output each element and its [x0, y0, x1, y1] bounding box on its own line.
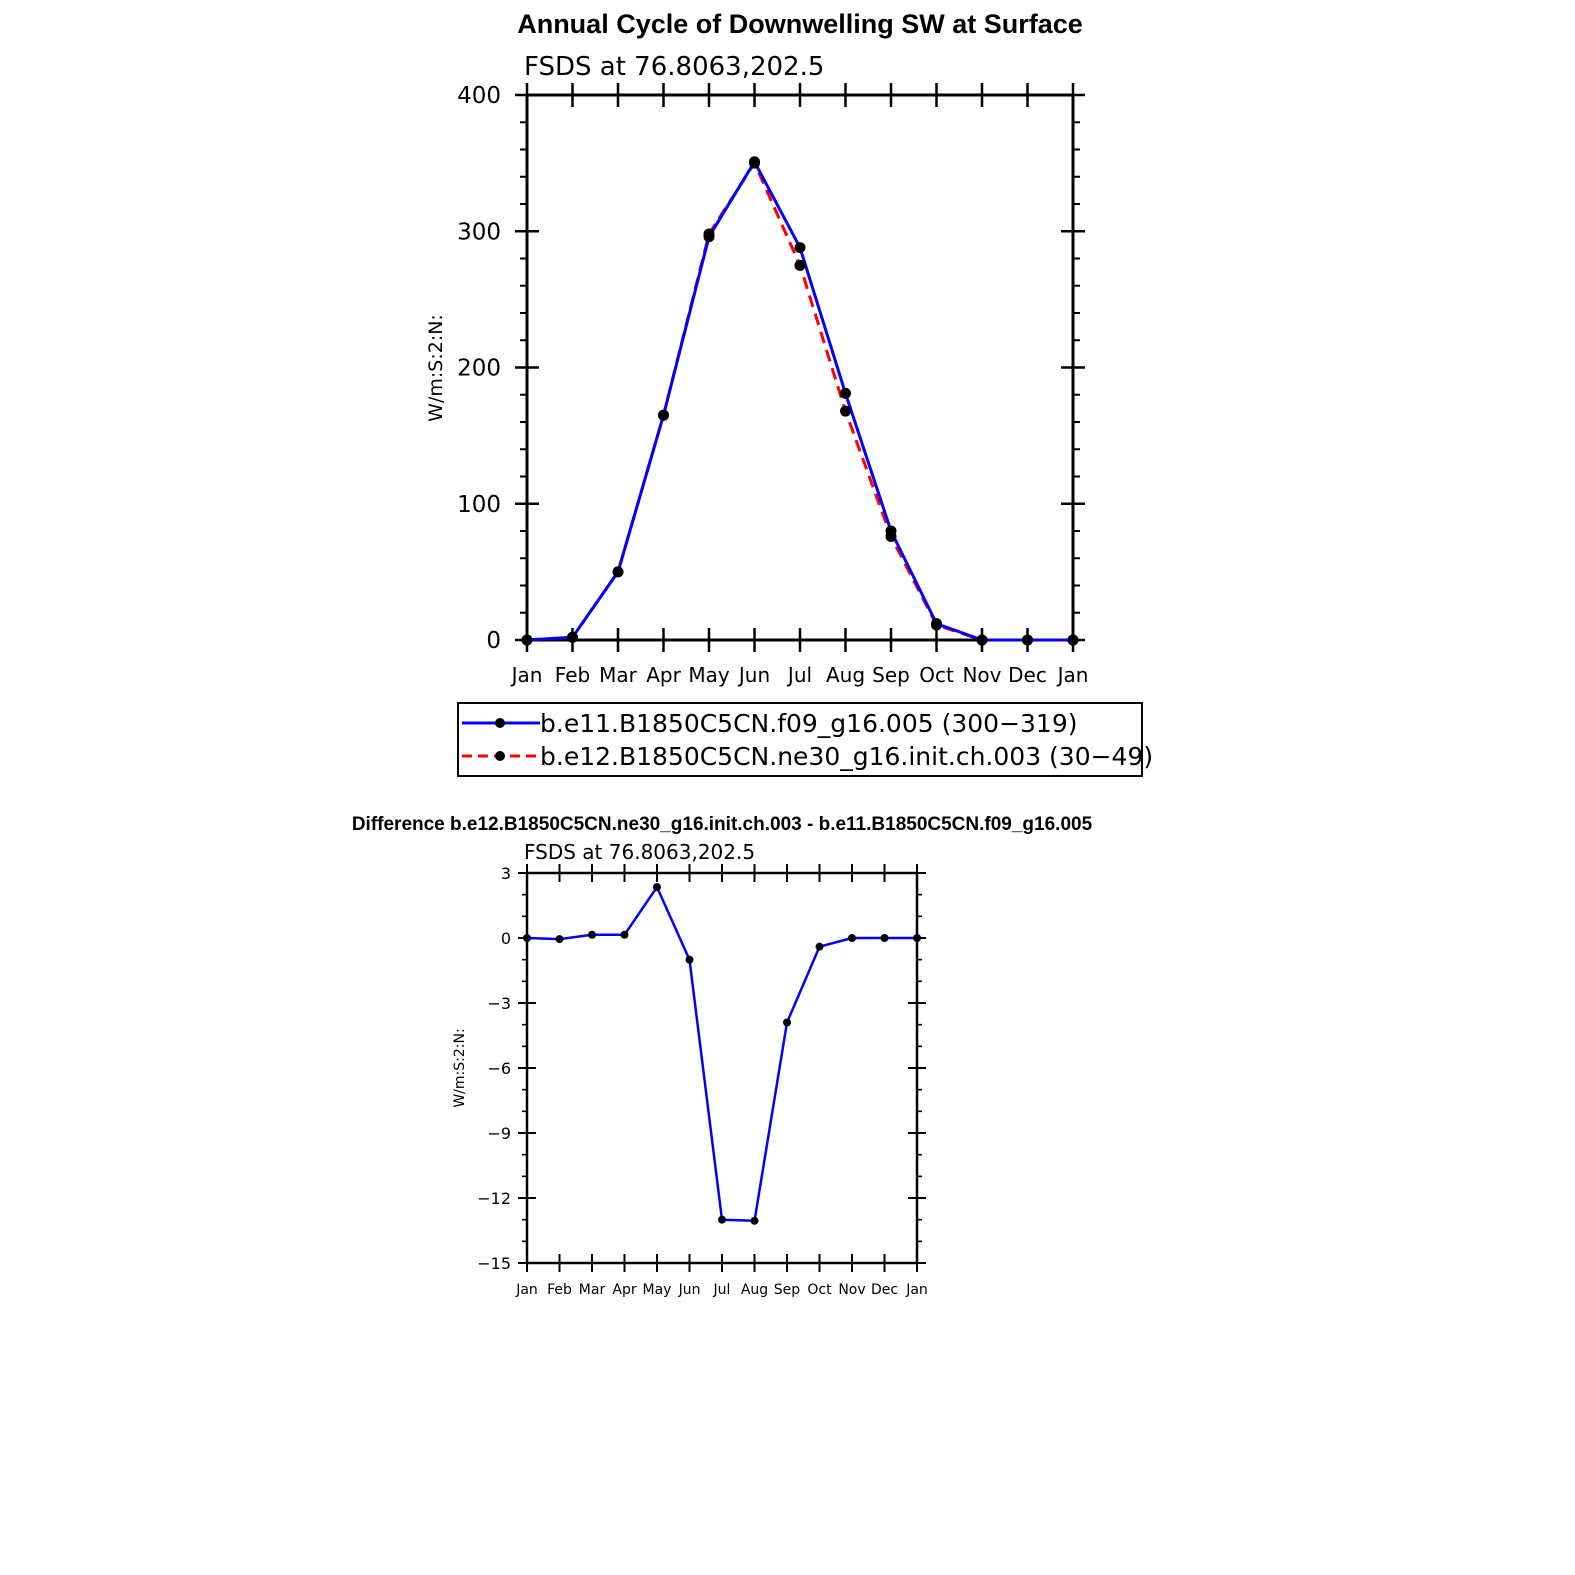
series-1-point [621, 931, 629, 939]
series-2-point [522, 635, 533, 646]
x-tick-label: Feb [547, 1282, 572, 1298]
series-1-point [913, 934, 921, 942]
series-1-point [783, 1019, 791, 1027]
x-tick-label: Nov [962, 663, 1002, 687]
y-tick-label: 200 [457, 355, 501, 382]
x-tick-label: Jan [906, 1282, 928, 1298]
series-2-point [613, 566, 624, 577]
series-line-1 [527, 162, 1073, 640]
series-1-point [840, 388, 851, 399]
x-tick-label: Dec [1008, 663, 1047, 687]
series-1-point [718, 1216, 726, 1224]
legend-label-series-2: b.e12.B1850C5CN.ne30_g16.init.ch.003 (30−49) [540, 742, 1154, 771]
series-2-point [931, 620, 942, 631]
x-tick-label: Jul [713, 1282, 731, 1298]
plot-frame [527, 873, 917, 1263]
difference-chart-subtitle: FSDS at 76.8063,202.5 [524, 840, 756, 864]
series-1-point [848, 934, 856, 942]
x-tick-label: Jun [678, 1282, 701, 1298]
legend-marker-series-1 [495, 718, 505, 728]
x-tick-label: Feb [554, 663, 591, 687]
x-tick-label: Jan [511, 663, 543, 687]
series-2-point [704, 228, 715, 239]
y-tick-label: 0 [486, 628, 501, 654]
annual-cycle-plot [457, 83, 1088, 687]
legend [458, 703, 1153, 776]
x-tick-label: Mar [599, 663, 637, 687]
series-line-1 [527, 887, 917, 1221]
x-tick-label: Oct [919, 663, 954, 687]
series-1-point [653, 883, 661, 891]
legend-label-series-1: b.e11.B1850C5CN.f09_g16.005 (300−319) [540, 709, 1078, 738]
x-tick-label: May [688, 663, 730, 687]
series-1-point [523, 934, 531, 942]
x-tick-label: Jun [738, 663, 771, 687]
series-1-point [556, 935, 564, 943]
series-2-point [749, 158, 760, 169]
x-tick-label: Jan [516, 1282, 538, 1298]
series-1-point [751, 1217, 759, 1225]
x-tick-label: Mar [578, 1282, 606, 1298]
x-tick-label: May [642, 1282, 672, 1298]
series-1-point [881, 934, 889, 942]
series-2-point [795, 260, 806, 271]
y-tick-label: −9 [487, 1124, 511, 1143]
series-2-point [1068, 635, 1079, 646]
series-1-point [795, 242, 806, 253]
y-tick-label: 100 [457, 491, 501, 518]
chart-subtitle: FSDS at 76.8063,202.5 [524, 52, 825, 82]
series-2-point [567, 632, 578, 643]
x-tick-label: Apr [612, 1282, 637, 1298]
series-2-point [886, 531, 897, 542]
y-tick-label: 0 [500, 929, 511, 948]
series-2-point [977, 635, 988, 646]
difference-y-axis-label: W/m:S:2:N: [452, 1028, 468, 1108]
series-line-2 [527, 163, 1073, 640]
y-axis-label: W/m:S:2:N: [425, 314, 447, 422]
x-tick-label: Dec [870, 1282, 899, 1298]
x-tick-label: Sep [872, 663, 910, 687]
x-tick-label: Aug [825, 663, 866, 687]
chart-title: Annual Cycle of Downwelling SW at Surface [517, 9, 1083, 39]
legend-marker-series-2 [495, 751, 505, 761]
x-tick-label: Aug [740, 1282, 769, 1298]
series-2-point [1022, 635, 1033, 646]
x-tick-label: Jul [787, 663, 813, 687]
y-tick-label: −12 [477, 1189, 511, 1208]
y-tick-label: 400 [457, 83, 501, 109]
plot-frame [527, 95, 1073, 640]
x-tick-label: Sep [773, 1282, 801, 1298]
series-2-point [658, 410, 669, 421]
y-tick-label: 3 [500, 864, 511, 883]
x-tick-label: Jan [1057, 663, 1089, 687]
difference-chart-title: Difference b.e12.B1850C5CN.ne30_g16.init.ch.003 - b.e11.B1850C5CN.f09_g16.005 [351, 814, 1093, 835]
y-tick-label: −3 [487, 994, 511, 1013]
x-tick-label: Oct [807, 1282, 832, 1298]
y-tick-label: 300 [457, 219, 501, 246]
series-1-point [588, 931, 596, 939]
y-tick-label: −15 [477, 1254, 511, 1273]
x-tick-label: Nov [838, 1282, 866, 1298]
difference-plot [477, 864, 928, 1298]
y-tick-label: −6 [487, 1059, 511, 1078]
series-1-point [816, 943, 824, 951]
series-1-point [686, 956, 694, 964]
series-2-point [840, 406, 851, 417]
x-tick-label: Apr [646, 663, 681, 687]
